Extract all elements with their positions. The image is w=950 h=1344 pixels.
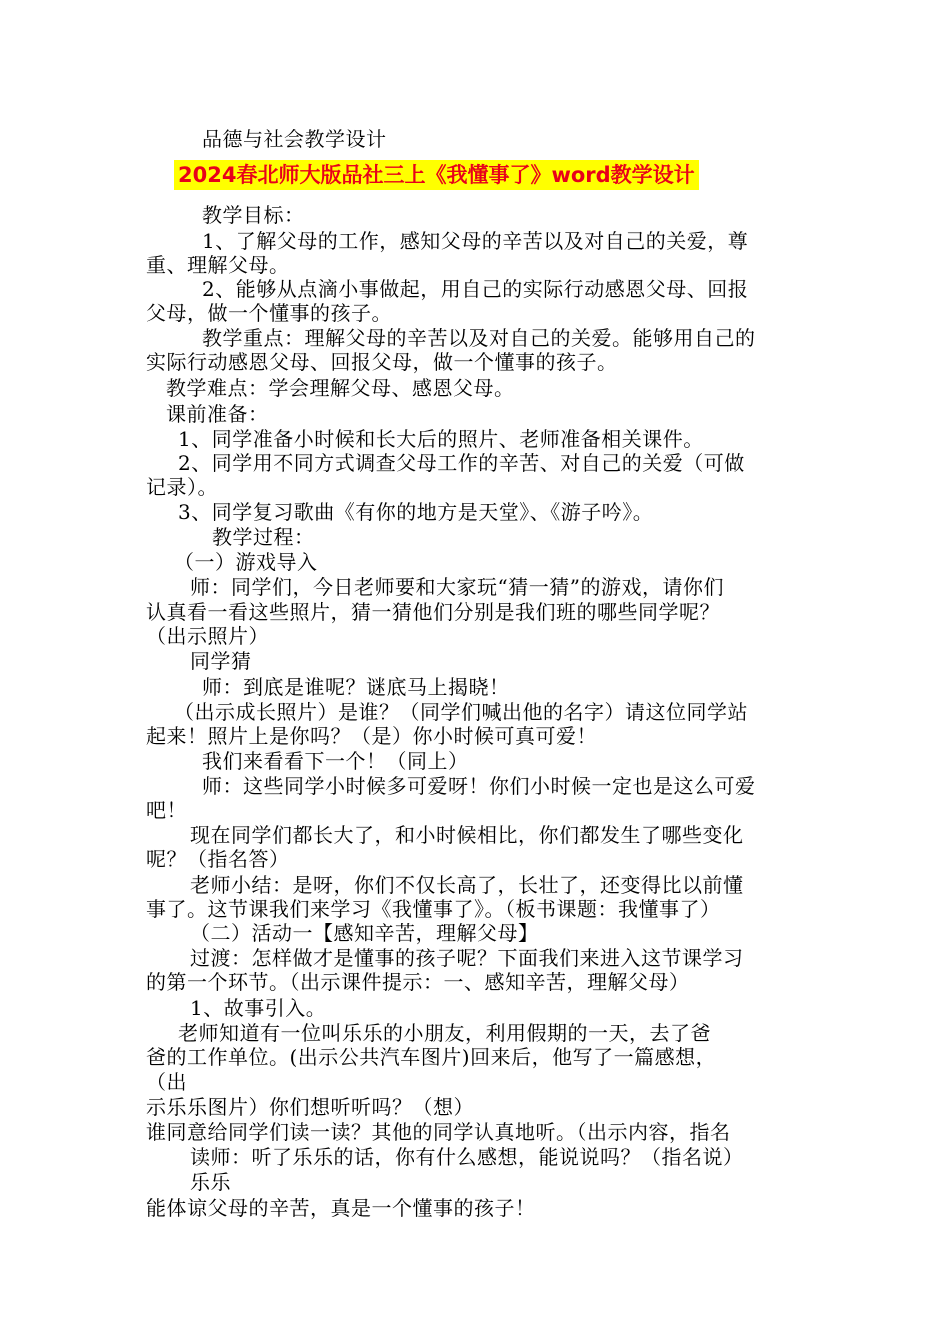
body-line: （出示照片）	[146, 624, 269, 648]
body-line: （出	[146, 1070, 187, 1094]
body-line: 教学过程：	[212, 525, 315, 549]
document-header: 品德与社会教学设计	[202, 127, 387, 151]
body-line: 教学难点：学会理解父母、感恩父母。	[166, 376, 515, 400]
document-title: 2024春北师大版品社三上《我懂事了》word教学设计	[174, 160, 699, 190]
body-line: 2、同学用不同方式调查父母工作的辛苦、对自己的关爱（可做	[178, 451, 745, 475]
body-line: 过渡：怎样做才是懂事的孩子呢？下面我们来进入这节课学习	[190, 946, 744, 970]
body-line: 起来！照片上是你吗？（是）你小时候可真可爱！	[146, 724, 597, 748]
body-line: 教学目标：	[202, 203, 305, 227]
body-line: 谁同意给同学们读一读？其他的同学认真地听。（出示内容，指名	[146, 1120, 731, 1144]
body-line: 3、同学复习歌曲《有你的地方是天堂》、《游子吟》。	[178, 500, 654, 524]
body-line: 记录）。	[146, 475, 218, 499]
body-line: 教学重点：理解父母的辛苦以及对自己的关爱。能够用自己的	[202, 326, 756, 350]
body-line: 老师小结：是呀，你们不仅长高了，长壮了，还变得比以前懂	[190, 873, 744, 897]
body-line: 呢？（指名答）	[146, 847, 290, 871]
body-line: （一）游戏导入	[174, 550, 318, 574]
body-line: 老师知道有一位叫乐乐的小朋友，利用假期的一天，去了爸	[178, 1021, 711, 1045]
body-line: 重、理解父母。	[146, 253, 290, 277]
body-line: 我们来看看下一个！（同上）	[202, 749, 469, 773]
body-line: 示乐乐图片）你们想听听吗？（想）	[146, 1095, 474, 1119]
body-line: 师：到底是谁呢？谜底马上揭晓！	[202, 675, 510, 699]
body-line: 同学猜	[190, 649, 252, 673]
body-line: 读师：听了乐乐的话，你有什么感想，能说说吗？（指名说）	[190, 1145, 744, 1169]
body-line: 1、故事引入。	[190, 996, 327, 1020]
body-line: 实际行动感恩父母、回报父母，做一个懂事的孩子。	[146, 350, 618, 374]
body-line: （出示成长照片）是谁？（同学们喊出他的名字）请这位同学站	[174, 700, 748, 724]
body-line: 能体谅父母的辛苦，真是一个懂事的孩子！	[146, 1196, 536, 1220]
body-line: 师：同学们，今日老师要和大家玩“猜一猜”的游戏，请你们	[190, 575, 724, 599]
body-line: 1、了解父母的工作，感知父母的辛苦以及对自己的关爱，尊	[202, 229, 749, 253]
body-line: 的第一个环节。（出示课件提示：一、感知辛苦，理解父母）	[146, 970, 690, 994]
body-line: 现在同学们都长大了，和小时候相比，你们都发生了哪些变化	[190, 823, 744, 847]
body-line: 师：这些同学小时候多可爱呀！你们小时候一定也是这么可爱	[202, 774, 756, 798]
body-line: 认真看一看这些照片，猜一猜他们分别是我们班的哪些同学呢？	[146, 600, 720, 624]
body-line: 吧！	[146, 798, 187, 822]
body-line: 爸的工作单位。(出示公共汽车图片)回来后，他写了一篇感想，	[146, 1045, 717, 1069]
body-line: 课前准备：	[166, 402, 269, 426]
body-line: 乐乐	[190, 1170, 231, 1194]
body-line: 父母，做一个懂事的孩子。	[146, 301, 392, 325]
body-line: （二）活动一【感知辛苦，理解父母】	[190, 921, 539, 945]
body-line: 2、能够从点滴小事做起，用自己的实际行动感恩父母、回报	[202, 277, 749, 301]
body-line: 1、同学准备小时候和长大后的照片、老师准备相关课件。	[178, 427, 704, 451]
body-line: 事了。这节课我们来学习《我懂事了》。（板书课题：我懂事了）	[146, 897, 721, 921]
